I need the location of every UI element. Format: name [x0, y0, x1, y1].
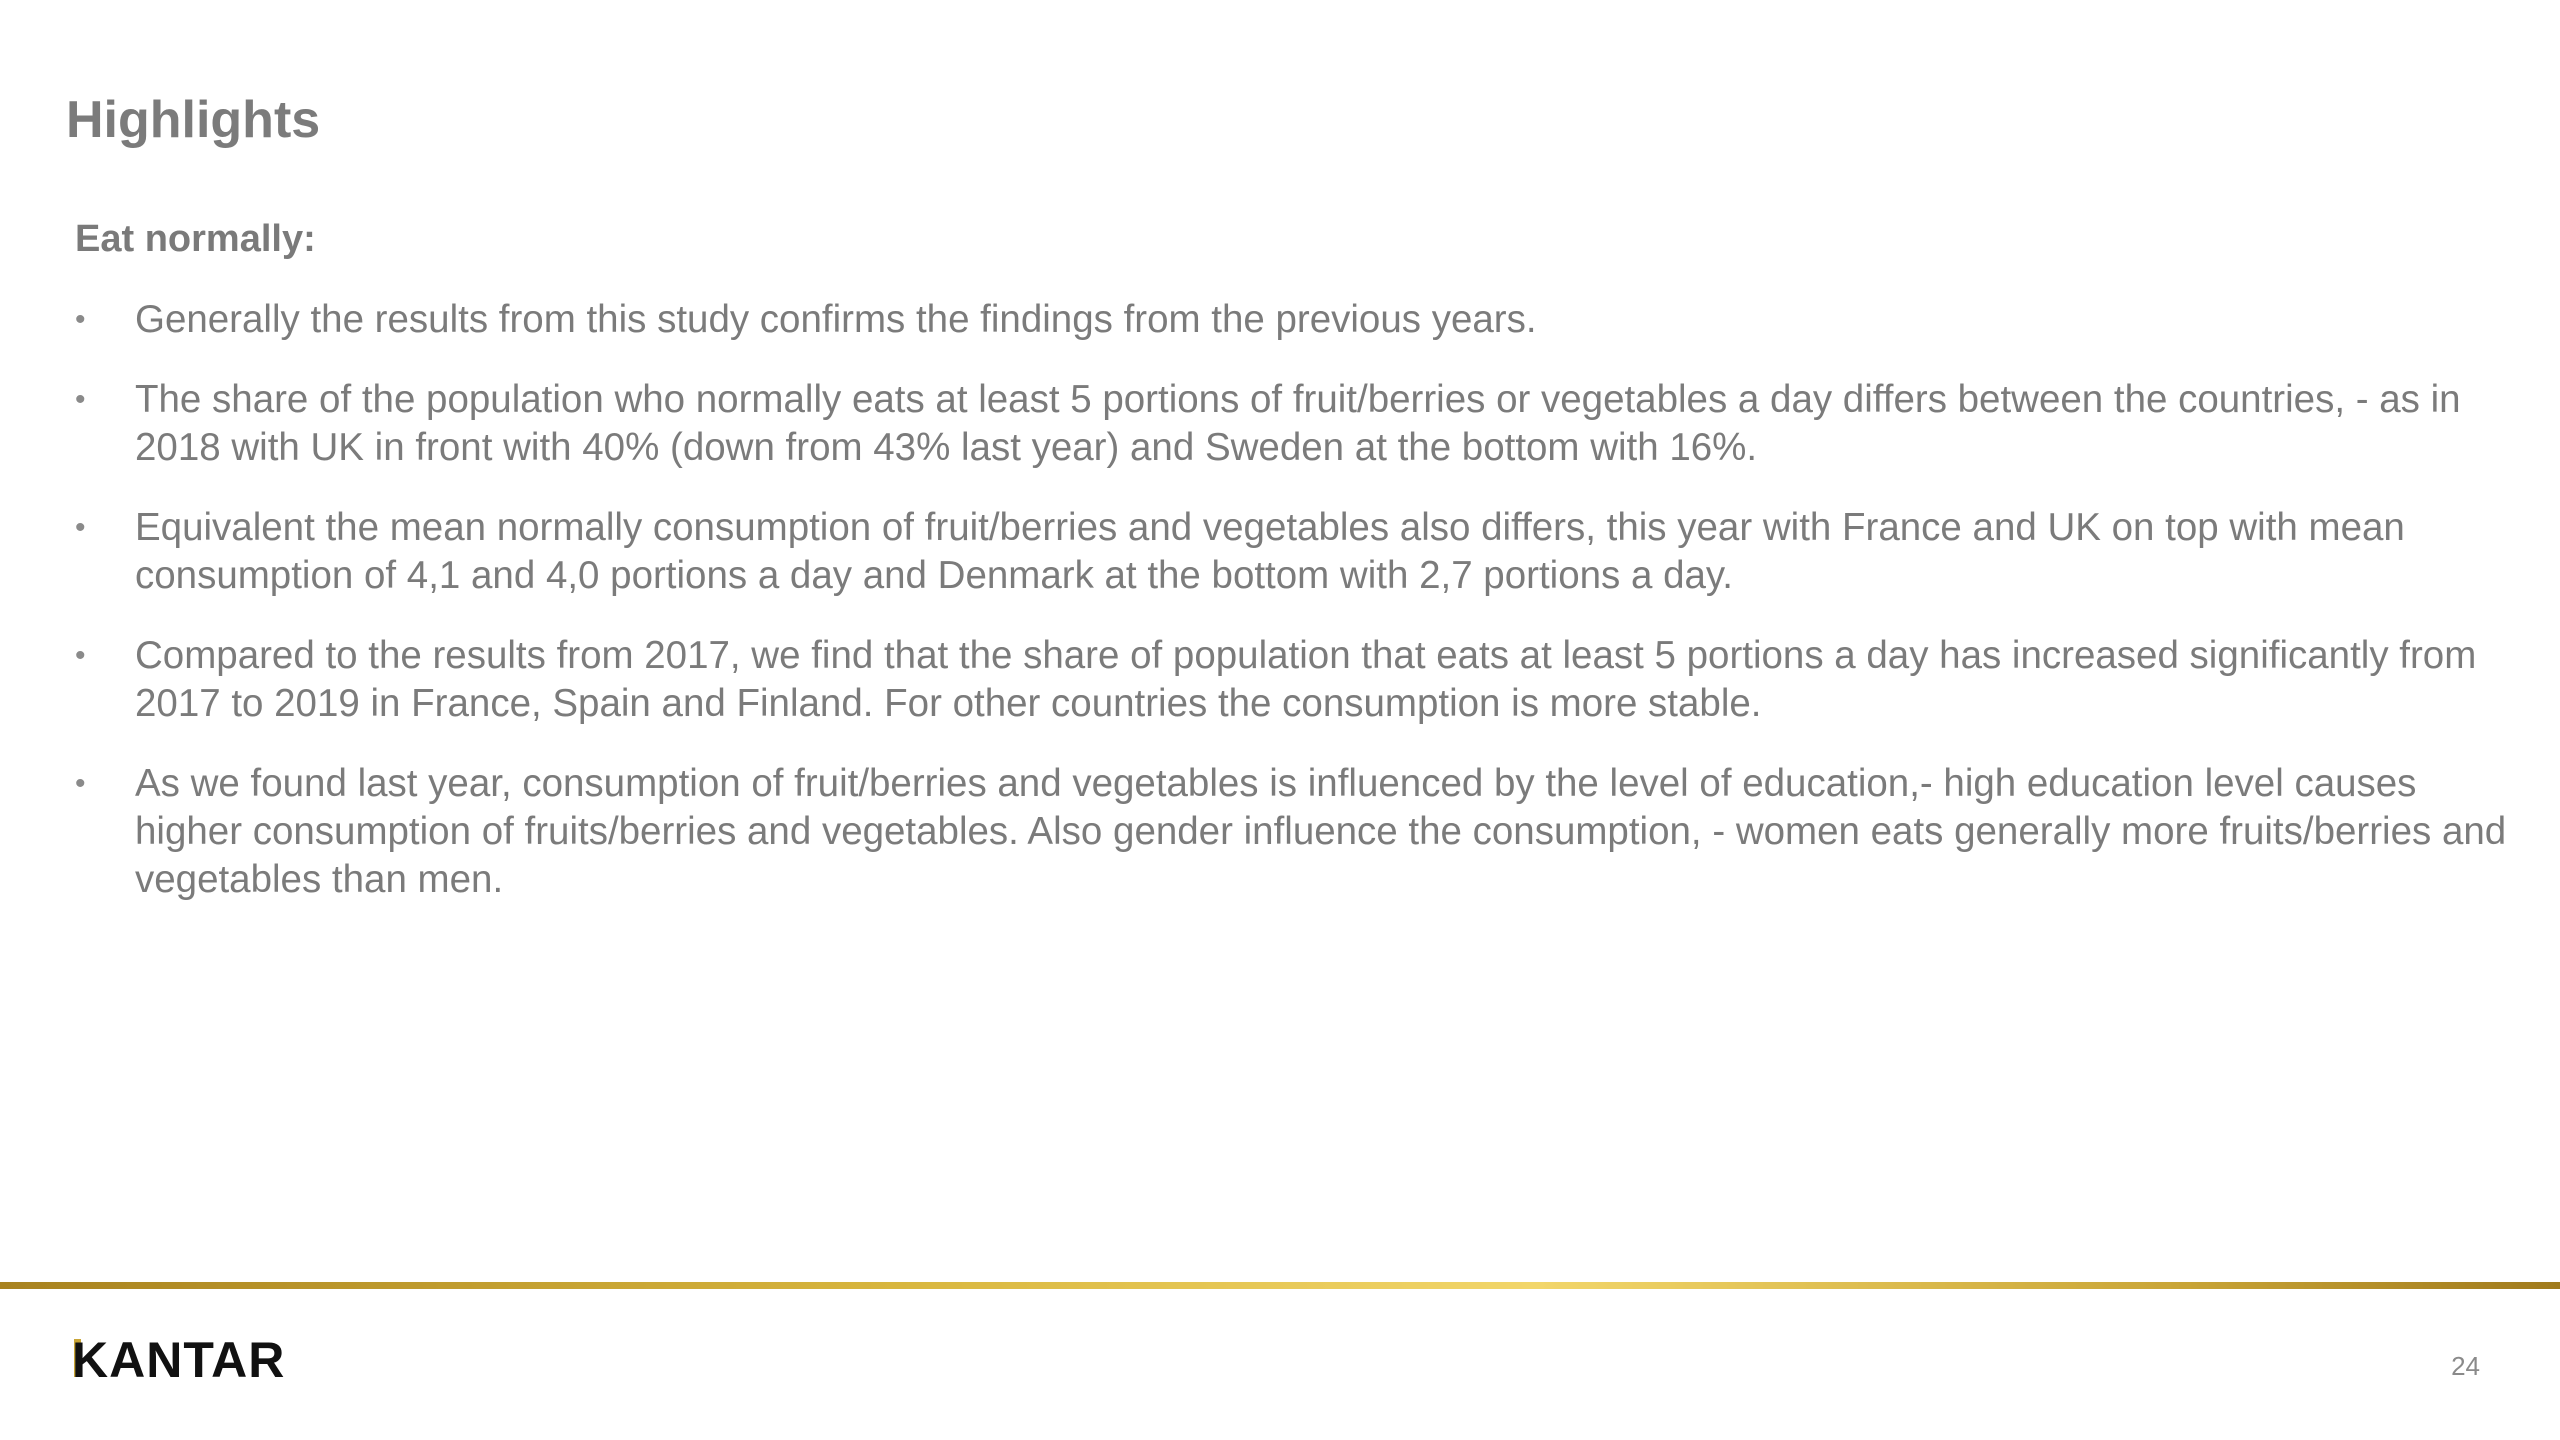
bullet-icon: • [75, 511, 86, 544]
page-number: 24 [2451, 1351, 2480, 1381]
bullet-text: Generally the results from this study confirms the findings from the previous years. [135, 298, 1537, 341]
bullet-text: As we found last year, consumption of fruit/berries and vegetables is influenced by the level of education,- high education level causes higher consumption of fruits/berries and vegetables. Also gender influence the consumption, - women eats generally more fruits/berries and vegetables than men. [135, 762, 2507, 901]
bullet-icon: • [75, 303, 86, 336]
slide-title: Highlights [66, 91, 321, 149]
highlights-list [75, 296, 2515, 904]
slide-content [75, 214, 2515, 936]
bullet-icon: • [75, 767, 86, 800]
list-item [75, 376, 2515, 472]
bullet-icon: • [75, 383, 86, 416]
footer-gold-divider [0, 1282, 2560, 1289]
list-item [75, 504, 2515, 600]
list-item [75, 296, 2515, 344]
section-heading: Eat normally: [75, 218, 316, 260]
bullet-text: Equivalent the mean normally consumption of fruit/berries and vegetables also differs, this year with France and UK on top with mean consumption of 4,1 and 4,0 portions a day and Denmark at the bottom with 2,7 portions a day. [135, 506, 2405, 597]
kantar-logo [72, 1328, 302, 1388]
list-item [75, 760, 2515, 904]
kantar-logo-icon [72, 1333, 302, 1383]
logo-wordmark: KANTAR [72, 1333, 286, 1383]
list-item [75, 632, 2515, 728]
bullet-icon: • [75, 639, 86, 672]
bullet-text: The share of the population who normally eats at least 5 portions of fruit/berries or vegetables a day differs between the countries, - as in 2018 with UK in front with 40% (down from 43% last year) and Sweden at the bottom with 16%. [135, 378, 2461, 469]
bullet-text: Compared to the results from 2017, we find that the share of population that eats at least 5 portions a day has increased significantly from 2017 to 2019 in France, Spain and Finland. For other countries the consumption is more stable. [135, 634, 2477, 725]
